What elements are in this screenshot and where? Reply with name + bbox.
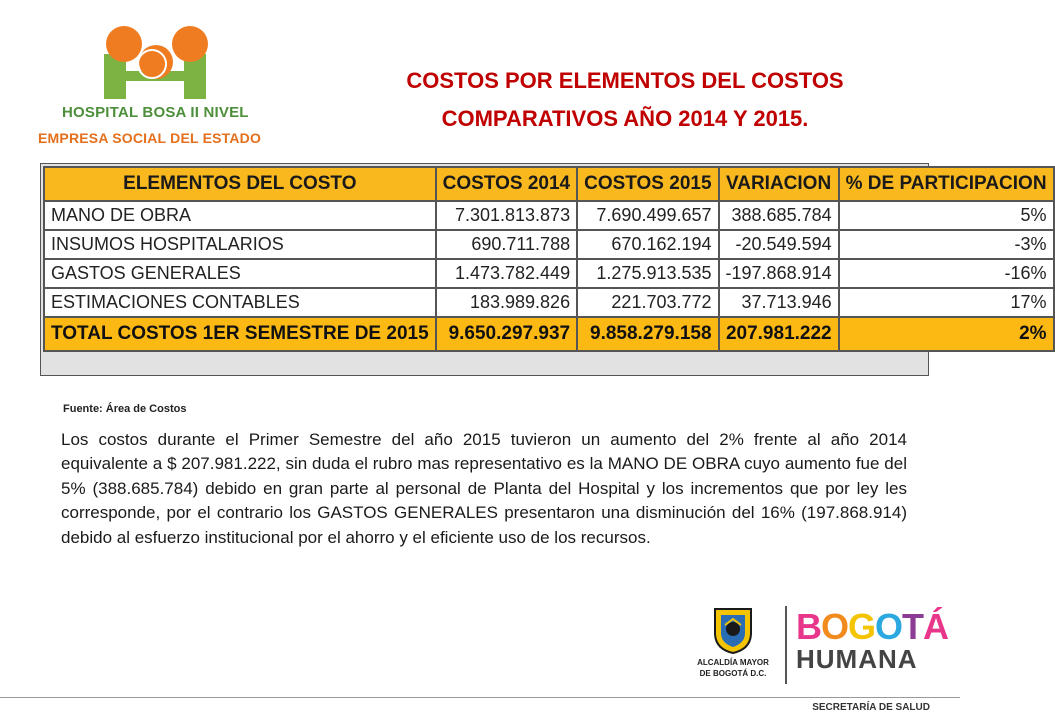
cost-table xyxy=(43,166,1055,352)
row-costos-2014: 690.711.788 xyxy=(436,230,577,259)
bogota-letter: O xyxy=(821,606,849,647)
row-costos-2015: 221.703.772 xyxy=(577,288,718,317)
logo-hospital-name: HOSPITAL BOSA II NIVEL xyxy=(62,104,249,121)
alcaldia-line-1: ALCALDÍA MAYOR xyxy=(697,658,769,667)
total-costos-2014: 9.650.297.937 xyxy=(436,317,577,351)
secretaria-label: SECRETARÍA DE SALUD xyxy=(812,702,930,713)
row-variacion: 37.713.946 xyxy=(719,288,839,317)
total-variacion: 207.981.222 xyxy=(719,317,839,351)
footer-divider xyxy=(0,697,960,698)
title-line-2: COMPARATIVOS AÑO 2014 Y 2015. xyxy=(441,106,809,131)
row-participacion: 17% xyxy=(839,288,1054,317)
table-row xyxy=(44,230,1054,259)
header-costos-2014: COSTOS 2014 xyxy=(436,167,577,201)
title-line-1: COSTOS POR ELEMENTOS DEL COSTOS xyxy=(406,68,844,93)
bogota-letter: B xyxy=(796,606,821,647)
logo-entity-type: EMPRESA SOCIAL DEL ESTADO xyxy=(38,130,262,146)
row-variacion: -197.868.914 xyxy=(719,259,839,288)
logo-divider xyxy=(785,606,787,684)
bogota-letter: Á xyxy=(923,606,949,647)
row-costos-2014: 7.301.813.873 xyxy=(436,201,577,230)
bogota-letter: O xyxy=(875,606,903,647)
row-costos-2015: 1.275.913.535 xyxy=(577,259,718,288)
page-title xyxy=(330,62,920,138)
header-elementos: ELEMENTOS DEL COSTO xyxy=(44,167,436,201)
alcaldia-line-2: DE BOGOTÁ D.C. xyxy=(699,669,767,678)
bogota-letter: G xyxy=(848,606,876,647)
header-costos-2015: COSTOS 2015 xyxy=(577,167,718,201)
hospital-logo xyxy=(36,26,286,156)
row-label: MANO DE OBRA xyxy=(44,201,436,230)
row-label: ESTIMACIONES CONTABLES xyxy=(44,288,436,317)
row-costos-2014: 1.473.782.449 xyxy=(436,259,577,288)
row-participacion: 5% xyxy=(839,201,1054,230)
row-costos-2015: 670.162.194 xyxy=(577,230,718,259)
body-paragraph: Los costos durante el Primer Semestre del año 2015 tuvieron un aumento del 2% frente al año 2014 equivalente a $ 207.981.222, sin duda el rubro mas representativo es la MANO DE OBRA cuyo aumento fue del 5% (388.685.784) debido en gran parte al personal de Planta del Hospital y los incrementos que por ley les corresponde, por el contrario los GASTOS GENERALES presentaron una disminución del 16% (197.868.914) debido al esfuerzo institucional por el ahorro y el eficiente uso de los recursos. xyxy=(61,430,907,547)
row-participacion: -3% xyxy=(839,230,1054,259)
alcaldia-text xyxy=(688,657,778,679)
header-participacion: % DE PARTICIPACION xyxy=(839,167,1054,201)
humana-wordmark: HUMANA xyxy=(796,644,918,674)
coat-of-arms-icon xyxy=(711,605,755,655)
alcaldia-logo xyxy=(688,605,778,687)
row-variacion: 388.685.784 xyxy=(719,201,839,230)
row-costos-2014: 183.989.826 xyxy=(436,288,577,317)
cost-table-container xyxy=(40,163,1047,376)
header-variacion: VARIACION xyxy=(719,167,839,201)
row-costos-2015: 7.690.499.657 xyxy=(577,201,718,230)
total-label: TOTAL COSTOS 1ER SEMESTRE DE 2015 xyxy=(44,317,436,351)
bogota-wordmark xyxy=(796,606,949,647)
table-row xyxy=(44,288,1054,317)
row-variacion: -20.549.594 xyxy=(719,230,839,259)
table-total-row xyxy=(44,317,1054,351)
row-label: GASTOS GENERALES xyxy=(44,259,436,288)
row-participacion: -16% xyxy=(839,259,1054,288)
bogota-letter: T xyxy=(902,606,924,647)
hospital-logo-icon xyxy=(96,26,226,101)
table-row xyxy=(44,259,1054,288)
bogota-humana-logo xyxy=(796,606,949,674)
table-header-row xyxy=(44,167,1054,201)
table-row xyxy=(44,201,1054,230)
total-costos-2015: 9.858.279.158 xyxy=(577,317,718,351)
source-note: Fuente: Área de Costos xyxy=(63,403,187,415)
row-label: INSUMOS HOSPITALARIOS xyxy=(44,230,436,259)
total-participacion: 2% xyxy=(839,317,1054,351)
